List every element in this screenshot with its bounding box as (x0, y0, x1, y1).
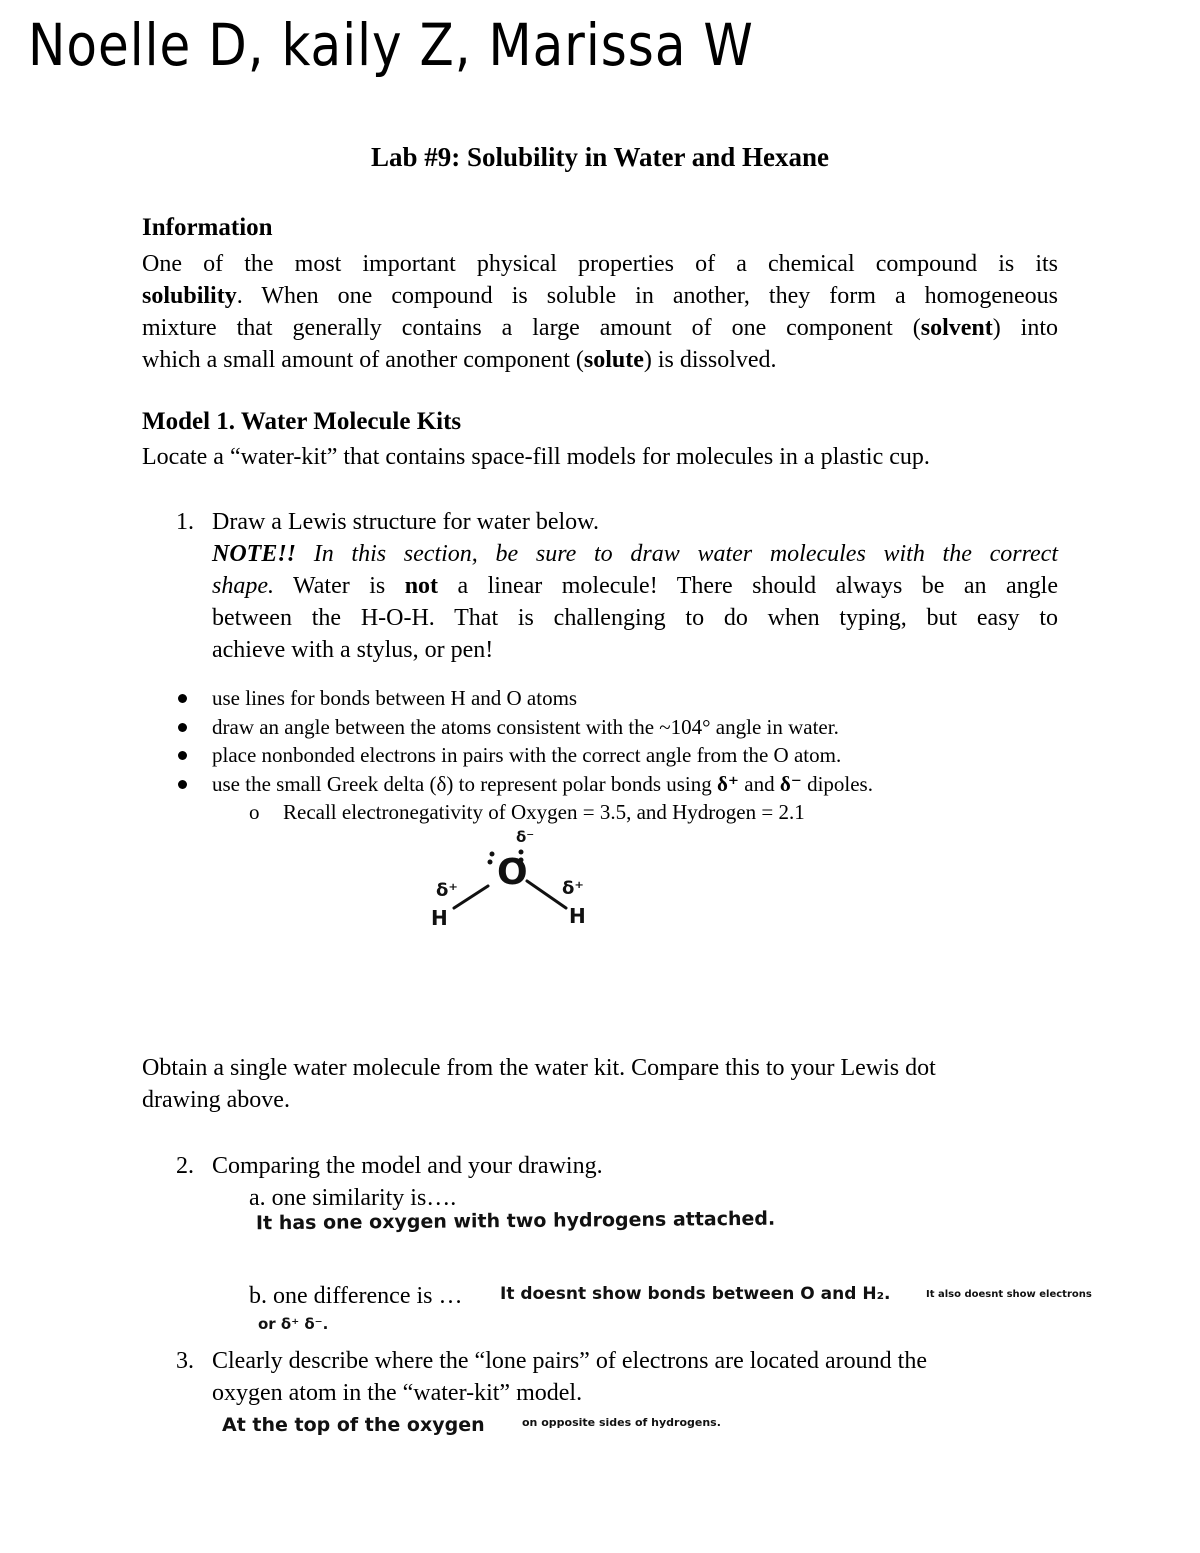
obtain-line-1: Obtain a single water molecule from the water kit. Compare this to your Lewis dot (142, 1055, 936, 1081)
bullet-text: dipoles. (801, 771, 873, 796)
q3-line-1: Clearly describe where the “lone pairs” of electrons are located around the (212, 1348, 927, 1374)
note-not: not (404, 573, 439, 599)
info-text: mixture that generally contains a large amount of one component ( (142, 315, 921, 341)
q3-line-2: oxygen atom in the “water-kit” model. (212, 1380, 583, 1406)
q1-instructions-list (172, 684, 873, 798)
q1-note (212, 538, 1058, 666)
solute-term: solute (583, 347, 644, 373)
info-text: . When one compound is soluble in another, they form a homogeneous (236, 283, 1058, 309)
q2-number: 2. (176, 1153, 194, 1179)
bond-right (527, 881, 566, 908)
list-item: use lines for bonds between H and O atoms (172, 684, 873, 713)
obtain-line-2: drawing above. (142, 1087, 290, 1113)
note-line-1 (212, 538, 1058, 570)
info-text: One of the most important physical properties of a chemical compound is its (142, 251, 1058, 277)
list-item: place nonbonded electrons in pairs with the correct angle from the O atom. (172, 741, 873, 770)
info-line-1 (142, 248, 1058, 280)
note-text: achieve with a stylus, or pen! (212, 637, 494, 663)
note-text: In this section, be sure to draw water molecules with the correct (296, 541, 1058, 567)
delta-plus-left-label: δ⁺ (436, 880, 458, 901)
info-text: which a small amount of another component ( (142, 347, 584, 373)
oxygen-atom: O (497, 852, 528, 893)
info-line-4 (142, 344, 1058, 376)
note-text: shape. (212, 573, 274, 599)
page-title: Lab #9: Solubility in Water and Hexane (370, 142, 830, 172)
q3-handwritten-answer-1: At the top of the oxygen (222, 1414, 485, 1436)
info-line-3 (142, 312, 1058, 344)
solubility-term: solubility (142, 283, 237, 309)
note-text: a linear molecule! There should always be an angle (438, 573, 1058, 599)
bond-left (454, 886, 488, 908)
q2a-label: a. one similarity is…. (249, 1185, 457, 1211)
solvent-term: solvent (920, 315, 993, 341)
note-text: Water is (274, 573, 405, 599)
hydrogen-right-atom: H (569, 904, 586, 928)
q2b-handwritten-answer-3: or δ⁺ δ⁻. (258, 1315, 329, 1333)
q2b-handwritten-answer-2: It also doesnt show electrons (926, 1289, 1092, 1300)
delta-minus-symbol: δ⁻ (779, 771, 802, 796)
model1-intro: Locate a “water-kit” that contains space-fill models for molecules in a plastic cup. (142, 444, 930, 470)
note-line-3 (212, 602, 1058, 634)
info-text: ) into (992, 315, 1058, 341)
q3-handwritten-answer-2: on opposite sides of hydrogens. (522, 1416, 721, 1429)
delta-plus-right-label: δ⁺ (562, 878, 584, 899)
bullet-text: use the small Greek delta (δ) to represent polar bonds using (212, 771, 712, 796)
info-text: ) is dissolved. (643, 347, 777, 373)
information-heading: Information (142, 214, 273, 241)
bullet-text: and (739, 771, 780, 796)
q1-text: Draw a Lewis structure for water below. (212, 509, 599, 535)
q2b-handwritten-answer-1: It doesnt show bonds between O and H₂. (500, 1284, 891, 1304)
note-text: between the H-O-H. That is challenging to do when typing, but easy to (212, 605, 1058, 631)
sub-text: Recall electronegativity of Oxygen = 3.5, and Hydrogen = 2.1 (283, 800, 805, 824)
q2a-handwritten-answer: It has one oxygen with two hydrogens attached. (255, 1207, 776, 1235)
hydrogen-left-atom: H (431, 906, 448, 930)
note-line-4 (212, 634, 1058, 666)
q1-subpoint (249, 798, 805, 826)
student-names: Noelle D, kaily Z, Marissa W (28, 12, 754, 79)
note-label: NOTE!! (212, 541, 297, 567)
info-line-2 (142, 280, 1058, 312)
information-paragraph (142, 248, 1058, 376)
model1-heading: Model 1. Water Molecule Kits (142, 408, 462, 435)
q2b-label: b. one difference is … (249, 1283, 463, 1309)
list-item: draw an angle between the atoms consistent with the ~104° angle in water. (172, 713, 873, 742)
sub-marker: o (249, 800, 260, 824)
lewis-structure-drawing (420, 828, 620, 938)
list-item (172, 770, 873, 799)
delta-plus-symbol: δ⁺ (717, 771, 739, 796)
q2-text: Comparing the model and your drawing. (212, 1153, 603, 1179)
note-line-2 (212, 570, 1058, 602)
q3-number: 3. (176, 1348, 194, 1374)
q1-number: 1. (176, 509, 194, 535)
delta-minus-label: δ⁻ (516, 828, 535, 846)
